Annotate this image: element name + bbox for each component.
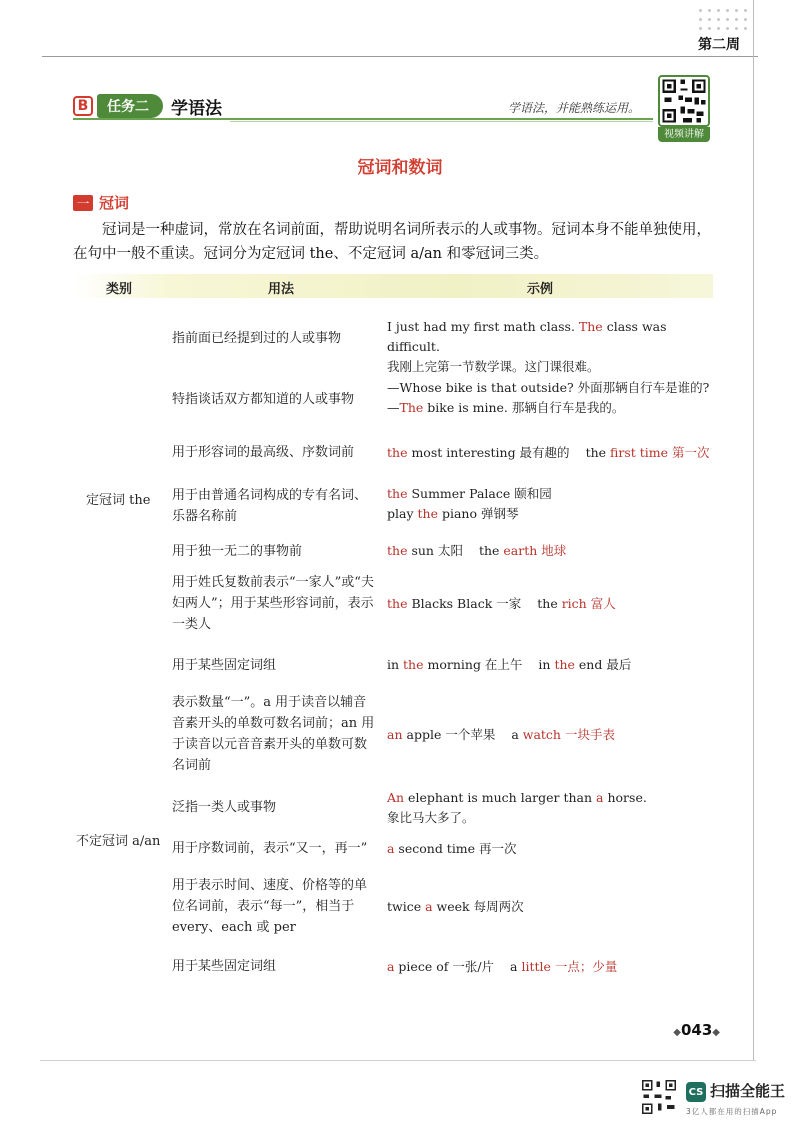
example-line [387,317,717,357]
article-highlight: The [578,319,603,334]
example-line [387,897,717,917]
example-text: —Whose bike is that outside? 外面那辆自行车是谁的? [387,380,710,395]
example-line [387,655,717,675]
page-number-text: 043 [680,1021,713,1039]
table-header-band [73,274,713,298]
example-cell [387,594,717,614]
example-text: week 每周两次 [432,899,524,914]
usage-cell: 表示数量“一”。a 用于读音以辅音音素开头的单数可数名词前；an 用于读音以元音音素开头的单数可数名词前 [172,695,375,773]
article-highlight: rich 富人 [557,596,616,611]
example-text: — [387,400,400,415]
task-title: 学语法 [171,98,222,119]
example-text: play [387,506,418,521]
example-line [387,541,717,561]
example-line [387,808,717,828]
example-text: apple 一个苹果 [402,727,496,742]
example-text: I just had my first math class. [387,319,579,334]
section-number: 一 [73,195,93,211]
category-definite-article: 定冠词 the [86,493,151,508]
task-label: 任务二 [97,94,163,118]
usage-cell: 用于表示时间、速度、价格等的单位名词前，表示“每一”，相当于 every、each 或 per [172,878,368,935]
example-text: the [478,543,500,558]
example-text: horse. [603,790,647,805]
article-highlight: the [554,657,575,672]
article-highlight: the [387,543,408,558]
example-line [387,398,717,418]
example-text: twice [387,899,426,914]
usage-cell: 用于形容词的最高级、序数词前 [172,445,355,460]
example-text: bike is mine. 那辆自行车是我的。 [423,400,625,415]
corner-dot-pattern [696,6,752,32]
column-header-category: 类别 [106,282,133,297]
qr-label: 视频讲解 [658,127,710,142]
task-slogan: 学语法，并能熟练运用。 [508,101,641,115]
example-text: piece of 一张/片 [394,959,495,974]
task-badge: B [73,96,93,116]
example-line [387,788,717,808]
article-highlight: watch 一块手表 [518,727,615,742]
example-cell [387,897,717,917]
column-header-example: 示例 [527,282,554,297]
article-highlight: the [387,445,408,460]
section-header [73,192,129,213]
article-highlight: The [399,400,424,415]
scanner-logo: CS [686,1082,706,1102]
example-cell [387,725,717,745]
example-text: in [387,657,404,672]
example-text: a [511,727,519,742]
example-text: the [537,596,558,611]
diamond-icon: ◆ [712,1027,720,1038]
example-text: in [538,657,555,672]
example-text: piano 弹钢琴 [437,506,519,521]
example-text: elephant is much larger than [404,790,597,805]
example-cell [387,839,717,859]
usage-cell: 泛指一类人或事物 [172,800,277,815]
example-line [387,725,717,745]
example-text: sun 太阳 [407,543,463,558]
example-text: Summer Palace 颐和园 [407,486,552,501]
article-highlight: a [387,959,395,974]
example-text: morning 在上午 [423,657,523,672]
example-cell [387,541,717,561]
category-indefinite-article: 不定冠词 a/an [76,834,161,849]
task-rule [73,118,653,120]
usage-cell: 用于某些固定词组 [172,959,277,974]
article-highlight: the [417,506,438,521]
diamond-icon: ◆ [673,1027,681,1038]
example-cell [387,957,717,977]
usage-cell: 用于独一无二的事物前 [172,544,303,559]
example-line [387,443,717,463]
example-line [387,594,717,614]
example-text: most interesting 最有趣的 [407,445,570,460]
example-line [387,357,717,377]
article-highlight: a [387,841,395,856]
example-line [387,378,717,398]
example-text: a [510,959,518,974]
footer-rule [40,1060,756,1061]
article-highlight: little 一点；少量 [517,959,618,974]
example-cell [387,655,717,675]
article-highlight: a [596,790,604,805]
example-text: Blacks Black 一家 [407,596,522,611]
article-highlight: the [403,657,424,672]
page-title: 冠词和数词 [357,158,443,178]
page-number [673,1021,720,1039]
example-text: the [585,445,607,460]
example-cell [387,484,717,524]
article-highlight: first time 第一次 [606,445,710,460]
example-line [387,484,717,504]
example-cell [387,443,717,463]
usage-cell: 特指谈话双方都知道的人或事物 [172,392,355,407]
column-header-usage: 用法 [268,282,295,297]
example-text: 我刚上完第一节数学课。这门课很难。 [387,359,600,374]
example-text: end 最后 [574,657,632,672]
watermark-qr-icon [640,1078,678,1116]
example-cell [387,317,717,377]
usage-cell: 指前面已经提到过的人或事物 [172,331,342,346]
example-line [387,957,717,977]
scanner-app-tagline: 3亿人都在用的扫描App [686,1107,778,1116]
section-title: 冠词 [99,194,130,212]
usage-cell: 用于由普通名词构成的专有名词、乐器名称前 [172,488,368,524]
header-rule [42,56,758,57]
usage-cell: 用于姓氏复数前表示“一家人”或“夫妇两人”；用于某些形容词前，表示一类人 [172,575,374,632]
example-text: class was difficult. [387,319,667,354]
article-highlight: An [387,790,405,805]
article-highlight: earth 地球 [499,543,567,558]
usage-cell: 用于某些固定词组 [172,658,277,673]
example-line [387,839,717,859]
example-text: 象比马大多了。 [387,810,475,825]
scanner-app-name: 扫描全能王 [710,1082,786,1100]
week-label: 第二周 [698,37,740,53]
task-rule-secondary [230,121,653,122]
article-highlight: the [387,596,408,611]
article-highlight: an [387,727,403,742]
example-text: second time 再一次 [394,841,517,856]
example-cell [387,788,717,828]
example-line [387,504,717,524]
article-highlight: a [425,899,433,914]
usage-cell: 用于序数词前，表示“又一，再一” [172,841,368,856]
example-cell [387,378,717,418]
article-highlight: the [387,486,408,501]
task-header [73,94,222,118]
section-intro: 冠词是一种虚词，常放在名词前面，帮助说明名词所表示的人或事物。冠词本身不能单独使用，在句中一般不重读。冠词分为定冠词 the、不定冠词 a/an 和零冠词三类。 [73,222,711,262]
qr-code-icon[interactable] [658,75,710,127]
